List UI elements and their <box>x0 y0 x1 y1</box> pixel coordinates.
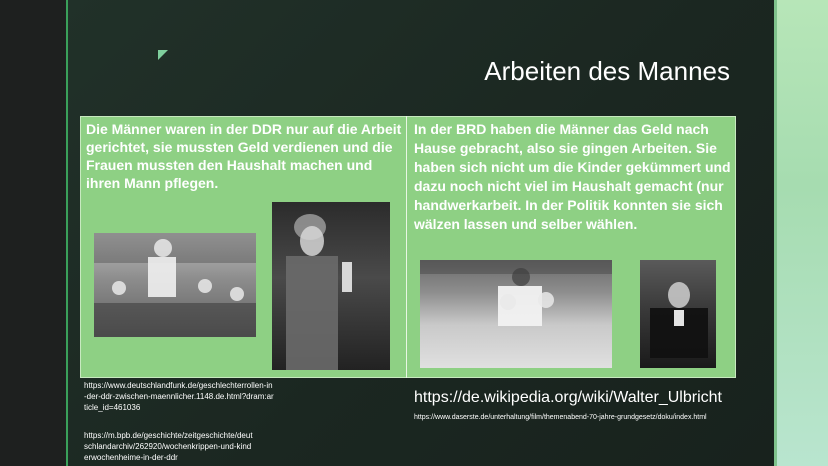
source-link-2[interactable]: https://m.bpb.de/geschichte/zeitgeschichte/deutschlandarchiv/262920/wochenkrippen-und-kinderwochenheime-in-der-ddr <box>84 431 253 462</box>
wikipedia-link[interactable]: https://de.wikipedia.org/wiki/Walter_Ulbricht <box>414 389 722 406</box>
source-link-1[interactable]: https://www.deutschlandfunk.de/geschlechterrollen-in-der-ddr-zwischen-maennlicher.1148.de.html?dram:article_id=461036 <box>84 381 274 412</box>
worker-photo <box>272 202 390 370</box>
slide-title: Arbeiten des Mannes <box>484 56 730 86</box>
politician-photo <box>640 260 716 368</box>
ddr-text: Die Männer waren in der DDR nur auf die Arbeit gerichtet, sie mussten Geld verdienen und die Frauen mussten den Haushalt machen und ihren Mann pflegen. <box>86 121 402 191</box>
panel-divider <box>406 116 407 378</box>
source-link-3[interactable]: https://www.daserste.de/unterhaltung/film/themenabend-70-jahre-grundgesetz/doku/index.html <box>414 414 707 421</box>
nursery-photo <box>94 233 256 337</box>
beach-family-photo <box>420 260 612 368</box>
corner-triangle-icon <box>158 50 168 60</box>
decorative-edge <box>774 0 777 466</box>
brd-text: In der BRD haben die Männer das Geld nach Hause gebracht, also sie gingen Arbeiten. Sie haben sich nicht um die Kinder gekümmert und dazu noch nicht viel im Haushalt gemacht (nur handwerkarbeit. In der Politik konnten sie sich wälzen lassen und selber wählen. <box>414 121 731 232</box>
decorative-band <box>774 0 828 466</box>
left-gutter <box>0 0 66 466</box>
